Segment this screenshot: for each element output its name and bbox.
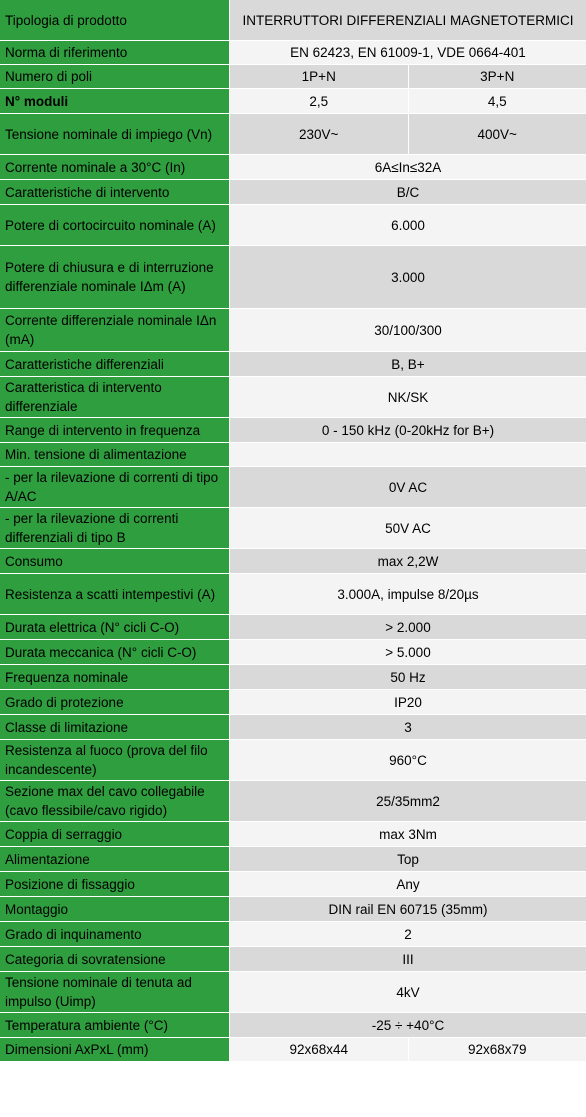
row-value bbox=[230, 352, 586, 377]
value-cell: INTERRUTTORI DIFFERENZIALI MAGNETOTERMICI bbox=[242, 12, 574, 28]
row-value bbox=[230, 690, 586, 715]
table-row bbox=[0, 781, 586, 822]
row-value bbox=[230, 715, 586, 740]
table-row bbox=[0, 155, 586, 180]
row-value bbox=[230, 41, 586, 65]
row-label: Potere di cortocircuito nominale (A) bbox=[0, 205, 230, 246]
row-value bbox=[230, 418, 586, 443]
table-row bbox=[0, 418, 586, 443]
value-cell: 3 bbox=[404, 719, 412, 735]
row-value bbox=[230, 947, 586, 972]
table-row bbox=[0, 443, 586, 467]
value-cell-1: 1P+N bbox=[301, 69, 336, 84]
value-cell: Any bbox=[396, 876, 420, 892]
row-label: Posizione di fissaggio bbox=[0, 872, 230, 897]
value-cell: 6A≤In≤32A bbox=[374, 159, 442, 175]
row-label: Dimensioni AxPxL (mm) bbox=[0, 1038, 230, 1062]
row-value bbox=[230, 0, 586, 41]
value-cell: 50 Hz bbox=[390, 669, 426, 685]
value-cell: 6.000 bbox=[391, 217, 425, 233]
row-label: Tensione nominale di impiego (Vn) bbox=[0, 114, 230, 155]
table-row bbox=[0, 89, 586, 114]
row-label: Coppia di serraggio bbox=[0, 822, 230, 847]
table-row bbox=[0, 41, 586, 65]
row-label: Alimentazione bbox=[0, 847, 230, 872]
table-row bbox=[0, 972, 586, 1013]
row-value bbox=[230, 467, 586, 508]
table-row bbox=[0, 180, 586, 205]
row-label: Resistenza al fuoco (prova del filo incandescente) bbox=[0, 740, 230, 781]
value-cell: > 5.000 bbox=[385, 644, 431, 660]
table-row bbox=[0, 114, 586, 155]
row-label: Caratteristiche differenziali bbox=[0, 352, 230, 377]
value-cell-1: 2,5 bbox=[309, 93, 329, 109]
value-cell-2: 92x68x79 bbox=[408, 1038, 586, 1061]
table-row bbox=[0, 922, 586, 947]
table-row bbox=[0, 377, 586, 418]
row-value bbox=[230, 377, 586, 418]
row-value bbox=[230, 897, 586, 922]
value-cell: EN 62423, EN 61009-1, VDE 0664-401 bbox=[290, 45, 526, 60]
value-cell: 25/35mm2 bbox=[376, 793, 440, 809]
row-label: - per la rilevazione di correnti di tipo A/AC bbox=[0, 467, 230, 508]
table-row bbox=[0, 352, 586, 377]
row-value bbox=[230, 665, 586, 690]
value-cell: 30/100/300 bbox=[374, 322, 442, 338]
row-label: Corrente nominale a 30°C (In) bbox=[0, 155, 230, 180]
row-label: Consumo bbox=[0, 549, 230, 574]
table-row bbox=[0, 1038, 586, 1062]
table-row bbox=[0, 897, 586, 922]
value-cell: 960°C bbox=[389, 752, 427, 768]
row-label: Montaggio bbox=[0, 897, 230, 922]
row-label: Durata meccanica (N° cicli C-O) bbox=[0, 640, 230, 665]
value-cell: NK/SK bbox=[387, 389, 429, 405]
value-cell-2: 3P+N bbox=[408, 65, 586, 88]
table-row bbox=[0, 508, 586, 549]
table-row bbox=[0, 65, 586, 89]
row-value bbox=[230, 549, 586, 574]
value-cell: > 2.000 bbox=[385, 619, 431, 635]
row-value bbox=[230, 1038, 586, 1062]
value-cell: max 2,2W bbox=[377, 553, 439, 569]
row-value bbox=[230, 922, 586, 947]
row-label: Tensione nominale di tenuta ad impulso (Uimp) bbox=[0, 972, 230, 1013]
row-label: Caratteristica di intervento differenziale bbox=[0, 377, 230, 418]
table-row bbox=[0, 872, 586, 897]
row-label: Categoria di sovratensione bbox=[0, 947, 230, 972]
table-row bbox=[0, 690, 586, 715]
table-row bbox=[0, 715, 586, 740]
row-value bbox=[230, 89, 586, 114]
value-cell: 3.000A, impulse 8/20µs bbox=[337, 586, 479, 602]
table-row bbox=[0, 947, 586, 972]
row-value bbox=[230, 155, 586, 180]
row-value bbox=[230, 640, 586, 665]
row-value bbox=[230, 615, 586, 640]
row-value bbox=[230, 574, 586, 615]
row-value bbox=[230, 205, 586, 246]
value-cell: Top bbox=[397, 851, 419, 867]
row-value bbox=[230, 114, 586, 155]
value-cell: max 3Nm bbox=[379, 826, 437, 842]
value-cell: -25 ÷ +40°C bbox=[371, 1017, 445, 1033]
value-cell-2: 400V~ bbox=[408, 114, 586, 154]
value-cell: 0V AC bbox=[388, 479, 428, 495]
table-row bbox=[0, 246, 586, 309]
table-row bbox=[0, 0, 586, 41]
value-cell: IP20 bbox=[394, 694, 422, 710]
table-row bbox=[0, 640, 586, 665]
value-cell-1: 230V~ bbox=[299, 126, 339, 142]
value-cell: B, B+ bbox=[391, 356, 425, 372]
row-value bbox=[230, 508, 586, 549]
row-value bbox=[230, 443, 586, 467]
row-label: Resistenza a scatti intempestivi (A) bbox=[0, 574, 230, 615]
table-row bbox=[0, 574, 586, 615]
table-row bbox=[0, 467, 586, 508]
row-label: Temperatura ambiente (°C) bbox=[0, 1013, 230, 1038]
row-label: Min. tensione di alimentazione bbox=[0, 443, 230, 467]
row-label: Frequenza nominale bbox=[0, 665, 230, 690]
value-cell: 2 bbox=[404, 926, 412, 942]
row-value bbox=[230, 781, 586, 822]
row-value bbox=[230, 1013, 586, 1038]
value-cell: B/C bbox=[396, 184, 420, 200]
value-cell: 50V AC bbox=[385, 520, 431, 536]
value-cell: 3.000 bbox=[391, 269, 425, 285]
value-cell: 4kV bbox=[396, 984, 420, 1000]
row-value bbox=[230, 972, 586, 1013]
row-value bbox=[230, 740, 586, 781]
row-label: Durata elettrica (N° cicli C-O) bbox=[0, 615, 230, 640]
row-label: Tipologia di prodotto bbox=[0, 0, 230, 41]
row-value bbox=[230, 847, 586, 872]
row-value bbox=[230, 872, 586, 897]
row-value bbox=[230, 180, 586, 205]
row-label: Caratteristiche di intervento bbox=[0, 180, 230, 205]
row-value bbox=[230, 822, 586, 847]
value-cell: DIN rail EN 60715 (35mm) bbox=[328, 901, 488, 917]
row-label: Potere di chiusura e di interruzione differenziale nominale IΔm (A) bbox=[0, 246, 230, 309]
table-row bbox=[0, 1013, 586, 1038]
row-label: Range di intervento in frequenza bbox=[0, 418, 230, 443]
row-label: Sezione max del cavo collegabile (cavo flessibile/cavo rigido) bbox=[0, 781, 230, 822]
row-value bbox=[230, 65, 586, 89]
row-label: - per la rilevazione di correnti differenziali di tipo B bbox=[0, 508, 230, 549]
value-cell-2: 4,5 bbox=[408, 89, 586, 113]
value-cell bbox=[230, 443, 586, 466]
table-row bbox=[0, 740, 586, 781]
row-label: Norma di riferimento bbox=[0, 41, 230, 65]
row-label: N° moduli bbox=[0, 89, 230, 114]
row-value bbox=[230, 309, 586, 352]
row-value bbox=[230, 246, 586, 309]
row-label: Numero di poli bbox=[0, 65, 230, 89]
table-row bbox=[0, 665, 586, 690]
value-cell: 0 - 150 kHz (0-20kHz for B+) bbox=[321, 422, 495, 438]
row-label: Grado di protezione bbox=[0, 690, 230, 715]
table-row bbox=[0, 615, 586, 640]
row-label: Grado di inquinamento bbox=[0, 922, 230, 947]
table-row bbox=[0, 549, 586, 574]
table-row bbox=[0, 847, 586, 872]
value-cell: III bbox=[402, 951, 414, 967]
table-row bbox=[0, 309, 586, 352]
table-row bbox=[0, 822, 586, 847]
value-cell-1: 92x68x44 bbox=[289, 1042, 349, 1057]
row-label: Classe di limitazione bbox=[0, 715, 230, 740]
row-label: Corrente differenziale nominale IΔn (mA) bbox=[0, 309, 230, 352]
table-row bbox=[0, 205, 586, 246]
